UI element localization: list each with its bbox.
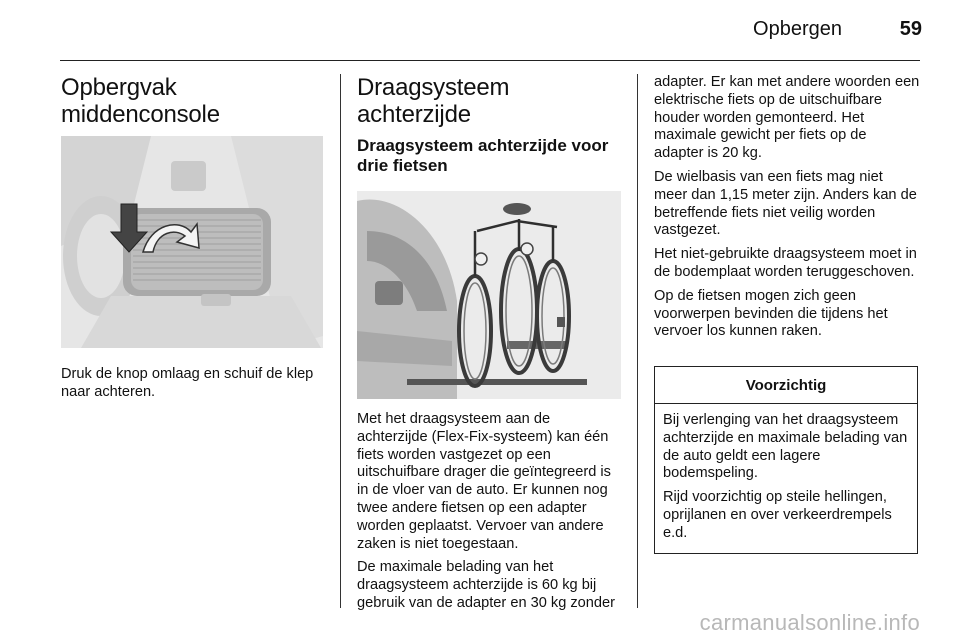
page-number: 59 [899,18,922,40]
continued-paragraph-1: adapter. Er kan met andere woorden een elektrische fiets op de uitschuifbare houder worden gemonteerd. Het maximale gewicht per fiets op de adapter is 20 kg. [654,74,920,162]
bike-carrier-figure [357,191,621,399]
caution-paragraph-1: Bij verlenging van het draagsysteem achterzijde en maximale belading van de auto geldt een lagere bodemspeling. [663,412,908,482]
column-divider-1 [340,74,341,608]
column-carrier-continued [654,74,920,541]
caution-paragraph-2: Rijd voorzichtig op steile hellingen, oprijlanen en over verkeerdrempels e.d. [663,489,892,541]
caution-title: Voorzichtig [655,367,917,404]
center-console-figure [61,136,323,348]
console-caption: Druk de knop omlaag en schuif de klep naar achteren. [61,366,314,400]
section-heading-carrier: Draagsysteem achterzijde [357,74,510,128]
column-storage-console [61,74,323,408]
header-rule [60,60,920,61]
caution-box [654,366,918,554]
column-bike-carrier [357,74,621,619]
column-divider-2 [637,74,638,608]
section-heading-console: Opbergvak middenconsole [61,74,220,128]
watermark: carmanualsonline.info [699,610,920,635]
continued-paragraph-3: Het niet-gebruikte draagsysteem moet in de bodemplaat worden teruggeschoven. [654,246,917,280]
carrier-paragraph-1: Met het draagsysteem aan de achterzijde (Flex-Fix-systeem) kan één fiets worden vastgezet op een uitschuifbare drager die geïntegreerd is in de vloer van de auto. Er kunnen nog twee andere fietsen op een adapter worden geplaatst. Vervoer van andere zaken is niet toegestaan. [357,411,611,552]
subheading-three-bikes: Draagsysteem achterzijde voor drie fietsen [357,136,609,175]
continued-paragraph-2: De wielbasis van een fiets mag niet meer dan 1,15 meter zijn. Anders kan de betreffende fiets niet veilig worden vastgezet. [654,168,917,239]
header-title: Opbergen [753,18,842,40]
carrier-paragraph-2: De maximale belading van het draagsysteem achterzijde is 60 kg bij gebruik van de adapter en 30 kg zonder [357,559,616,611]
continued-paragraph-4: Op de fietsen mogen zich geen voorwerpen bevinden die tijdens het vervoer los kunnen raken. [654,287,888,340]
